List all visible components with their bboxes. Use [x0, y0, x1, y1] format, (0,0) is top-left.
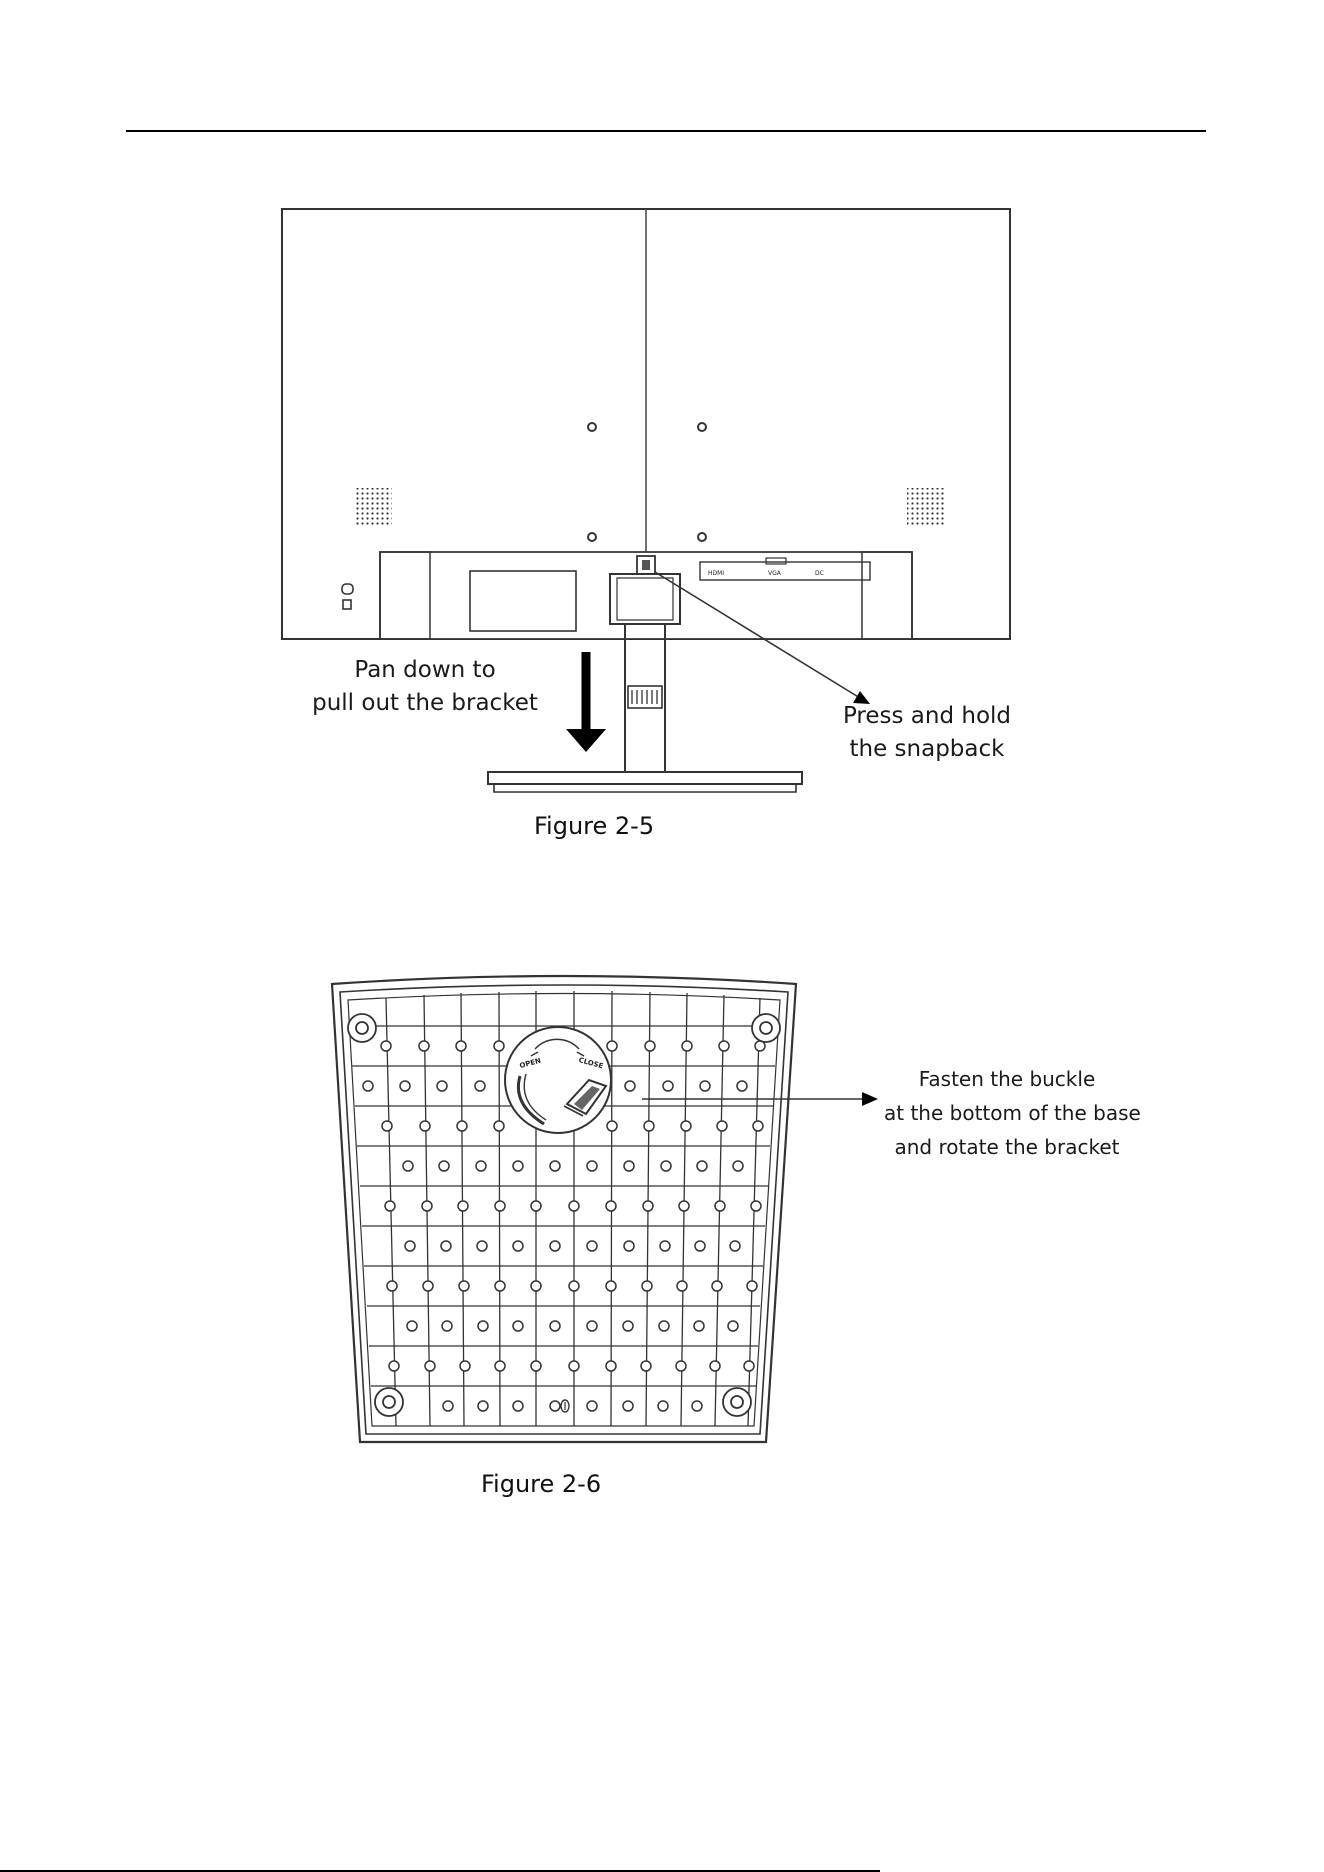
figure-2-6-illustration	[324, 974, 804, 1452]
figure-2-6-pointer	[642, 1089, 882, 1113]
stand-base	[488, 772, 802, 784]
callout-fasten-line-3: and rotate the bracket	[894, 1135, 1120, 1159]
knob-label-open: OPEN	[518, 1056, 542, 1071]
speaker-grille-left	[354, 488, 392, 526]
callout-press-hold-line-1: Press and hold	[842, 703, 1012, 729]
callout-fasten-line-1: Fasten the buckle	[918, 1067, 1096, 1091]
speaker-grille-right	[907, 488, 945, 526]
callout-pan-down	[300, 654, 550, 720]
knob-label-close: CLOSE	[577, 1056, 605, 1071]
callout-fasten-buckle	[884, 1062, 1141, 1164]
figure-2-5-caption: Figure 2-5	[534, 812, 655, 840]
rotation-knob	[505, 1027, 611, 1133]
down-arrow-head	[566, 729, 606, 752]
callout-pan-down-line-2: pull out the bracket	[312, 690, 538, 716]
header-rule	[126, 130, 1206, 132]
callout-pan-down-line-1: Pan down to	[354, 657, 496, 683]
callout-press-hold-line-2: the snapback	[849, 736, 1005, 762]
figure-2-6-caption: Figure 2-6	[481, 1470, 602, 1498]
port-label-hdmi: HDMI	[708, 570, 725, 577]
port-label-dc: DC	[815, 570, 824, 577]
callout-press-hold	[822, 700, 1032, 766]
port-label-vga: VGA	[768, 570, 781, 577]
callout-fasten-line-2: at the bottom of the base	[884, 1101, 1141, 1125]
